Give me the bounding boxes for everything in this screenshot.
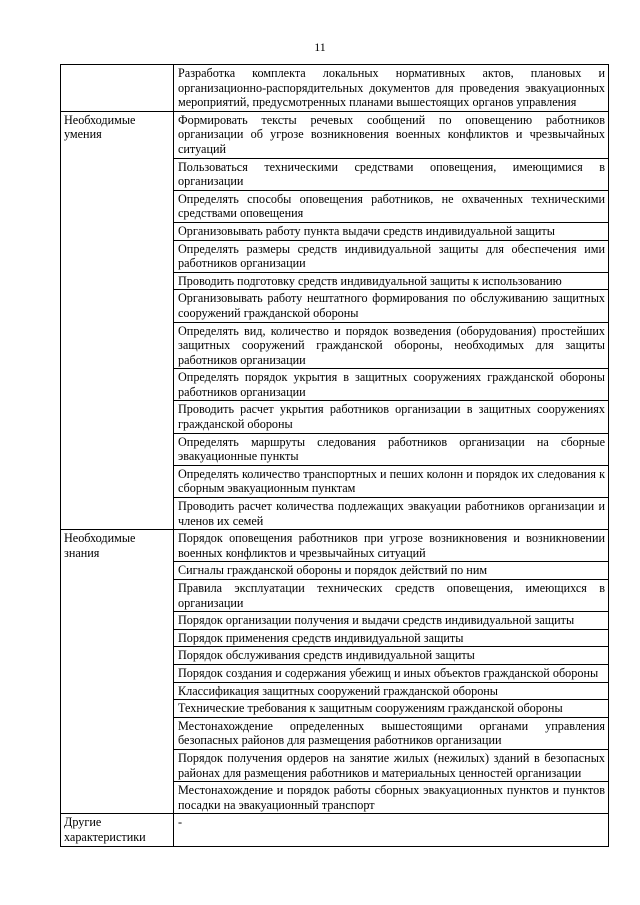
section-item: Сигналы гражданской обороны и порядок действий по ним xyxy=(174,562,609,580)
section-item: Формировать тексты речевых сообщений по оповещению работников организации об угрозе возникновения военных конфликтов и чрезвычайных ситуаций xyxy=(174,111,609,158)
section-item: Определять размеры средств индивидуальной защиты для обеспечения ими работников организации xyxy=(174,240,609,272)
section-item: - xyxy=(174,814,609,846)
section-item: Организовывать работу пункта выдачи средств индивидуальной защиты xyxy=(174,222,609,240)
table-row xyxy=(61,65,609,112)
section-item: Порядок создания и содержания убежищ и иных объектов гражданской обороны xyxy=(174,664,609,682)
section-item: Порядок организации получения и выдачи средств индивидуальной защиты xyxy=(174,612,609,630)
section-item: Проводить подготовку средств индивидуальной защиты к использованию xyxy=(174,272,609,290)
page-number: 11 xyxy=(314,40,326,54)
section-item: Порядок оповещения работников при угрозе возникновения и возникновении военных конфликтов и чрезвычайных ситуаций xyxy=(174,530,609,562)
section-item: Порядок получения ордеров на занятие жилых (нежилых) зданий в безопасных районах для размещения работников и материальных ценностей организации xyxy=(174,749,609,781)
section-item: Порядок обслуживания средств индивидуальной защиты xyxy=(174,647,609,665)
section-label: Другие характеристики xyxy=(61,814,174,846)
section-item: Классификация защитных сооружений гражданской обороны xyxy=(174,682,609,700)
section-item: Проводить расчет количества подлежащих эвакуации работников организации и членов их семей xyxy=(174,498,609,530)
section-item: Проводить расчет укрытия работников организации в защитных сооружениях гражданской обороны xyxy=(174,401,609,433)
section-item: Разработка комплекта локальных нормативных актов, плановых и организационно-распорядительных документов для проведения эвакуационных мероприятий, предусмотренных планами вышестоящих органов управления xyxy=(174,65,609,112)
table-row xyxy=(61,530,609,562)
table-row xyxy=(61,814,609,846)
section-label: Необходимые умения xyxy=(61,111,174,529)
section-item: Определять вид, количество и порядок возведения (оборудования) простейших защитных сооружений гражданской обороны, необходимых для защиты работников организации xyxy=(174,322,609,369)
section-item: Порядок применения средств индивидуальной защиты xyxy=(174,629,609,647)
section-item: Определять порядок укрытия в защитных сооружениях гражданской обороны работников организации xyxy=(174,369,609,401)
section-item: Технические требования к защитным сооружениям гражданской обороны xyxy=(174,700,609,718)
section-item: Правила эксплуатации технических средств оповещения, имеющихся в организации xyxy=(174,580,609,612)
requirements-table xyxy=(60,64,609,847)
section-item: Местонахождение и порядок работы сборных эвакуационных пунктов и пунктов посадки на эвакуационный транспорт xyxy=(174,782,609,814)
section-item: Местонахождение определенных вышестоящими органами управления безопасных районов для размещения работников организации xyxy=(174,717,609,749)
section-item: Пользоваться техническими средствами оповещения, имеющимися в организации xyxy=(174,158,609,190)
section-item: Определять способы оповещения работников, не охваченных техническими средствами оповещения xyxy=(174,190,609,222)
section-item: Определять маршруты следования работников организации на сборные эвакуационные пункты xyxy=(174,433,609,465)
section-item: Организовывать работу нештатного формирования по обслуживанию защитных сооружений гражданской обороны xyxy=(174,290,609,322)
section-label xyxy=(61,65,174,112)
section-item: Определять количество транспортных и пеших колонн и порядок их следования к сборным эвакуационным пунктам xyxy=(174,465,609,497)
section-label: Необходимые знания xyxy=(61,530,174,814)
requirements-table-body xyxy=(61,65,609,847)
table-row xyxy=(61,111,609,158)
